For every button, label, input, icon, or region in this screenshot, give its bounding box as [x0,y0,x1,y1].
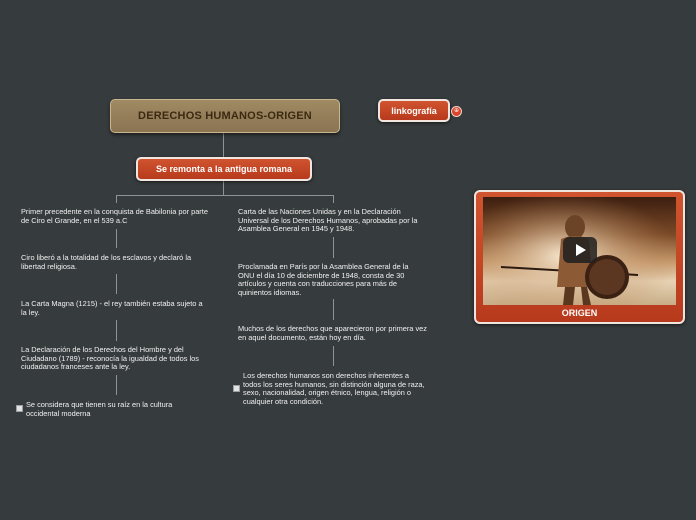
right-node-2[interactable] [238,263,426,297]
right-node-4-text: Los derechos humanos son derechos inherentes a todos los seres humanos, sin distinción alguna de raza, sexo, nacionalidad, origen étnico, lengua, religión o cualquier otra condición. [243,371,425,406]
video-thumbnail[interactable] [483,197,676,305]
right-node-3[interactable] [238,325,433,342]
right-node-1[interactable] [238,208,428,234]
connector-sub-down [223,181,224,195]
left-node-3-text: La Carta Magna (1215) - el rey también estaba sujeto a la ley. [21,299,203,317]
right-node-1-text: Carta de las Naciones Unidas y en la Declaración Universal de los Derechos Humanos, aprobadas por la Asamblea General en 1945 y 1948. [238,207,418,234]
right-node-4[interactable] [243,372,428,406]
video-node[interactable] [474,190,685,324]
link-node-label: linkografía [391,105,437,116]
connector-left-drop [116,195,117,203]
left-node-5[interactable] [26,401,196,418]
left-node-2[interactable] [21,254,211,271]
connector-right-1 [333,237,334,258]
connector-left-3 [116,320,117,341]
subtopic-title: Se remonta a la antigua romana [155,164,293,174]
connector-right-2 [333,299,334,320]
right-node-3-text: Muchos de los derechos que aparecieron por primera vez en aquel documento, están hoy en día. [238,324,427,342]
left-node-1[interactable] [21,208,211,225]
connector-branch-horizontal [116,195,334,196]
right-node-2-text: Proclamada en París por la Asamblea General de la ONU el día 10 de diciembre de 1948, consta de 30 artículos y cuenta con traducciones para más de quinientos idiomas. [238,262,409,297]
video-caption: ORIGEN [561,308,598,318]
left-node-4[interactable] [21,346,207,372]
connector-left-4 [116,375,117,395]
root-topic-title: DERECHOS HUMANOS-ORIGEN [138,110,312,122]
root-topic[interactable] [110,99,340,133]
connector-right-drop [333,195,334,203]
left-node-5-text: Se considera que tienen su raíz en la cultura occidental moderna [26,400,173,418]
connector-left-1 [116,229,117,248]
checkbox-icon[interactable] [233,385,240,392]
checkbox-icon[interactable] [16,405,23,412]
connector-left-2 [116,274,117,294]
left-node-1-text: Primer precedente en la conquista de Babilonia por parte de Ciro el Grande, en el 539 a.C [21,207,208,225]
left-node-3[interactable] [21,300,206,317]
connector-right-3 [333,346,334,366]
left-node-2-text: Ciro liberó a la totalidad de los esclavos y declaró la libertad religiosa. [21,253,192,271]
globe-link-icon[interactable]: ⊕ [451,106,462,117]
connector-root-sub [223,131,224,157]
play-icon[interactable] [563,237,597,263]
left-node-4-text: La Declaración de los Derechos del Hombre y del Ciudadano (1789) - reconocía la igualdad de todos los ciudadanos franceses ante la ley. [21,345,199,372]
link-node[interactable] [378,99,450,122]
subtopic-node[interactable] [136,157,312,181]
